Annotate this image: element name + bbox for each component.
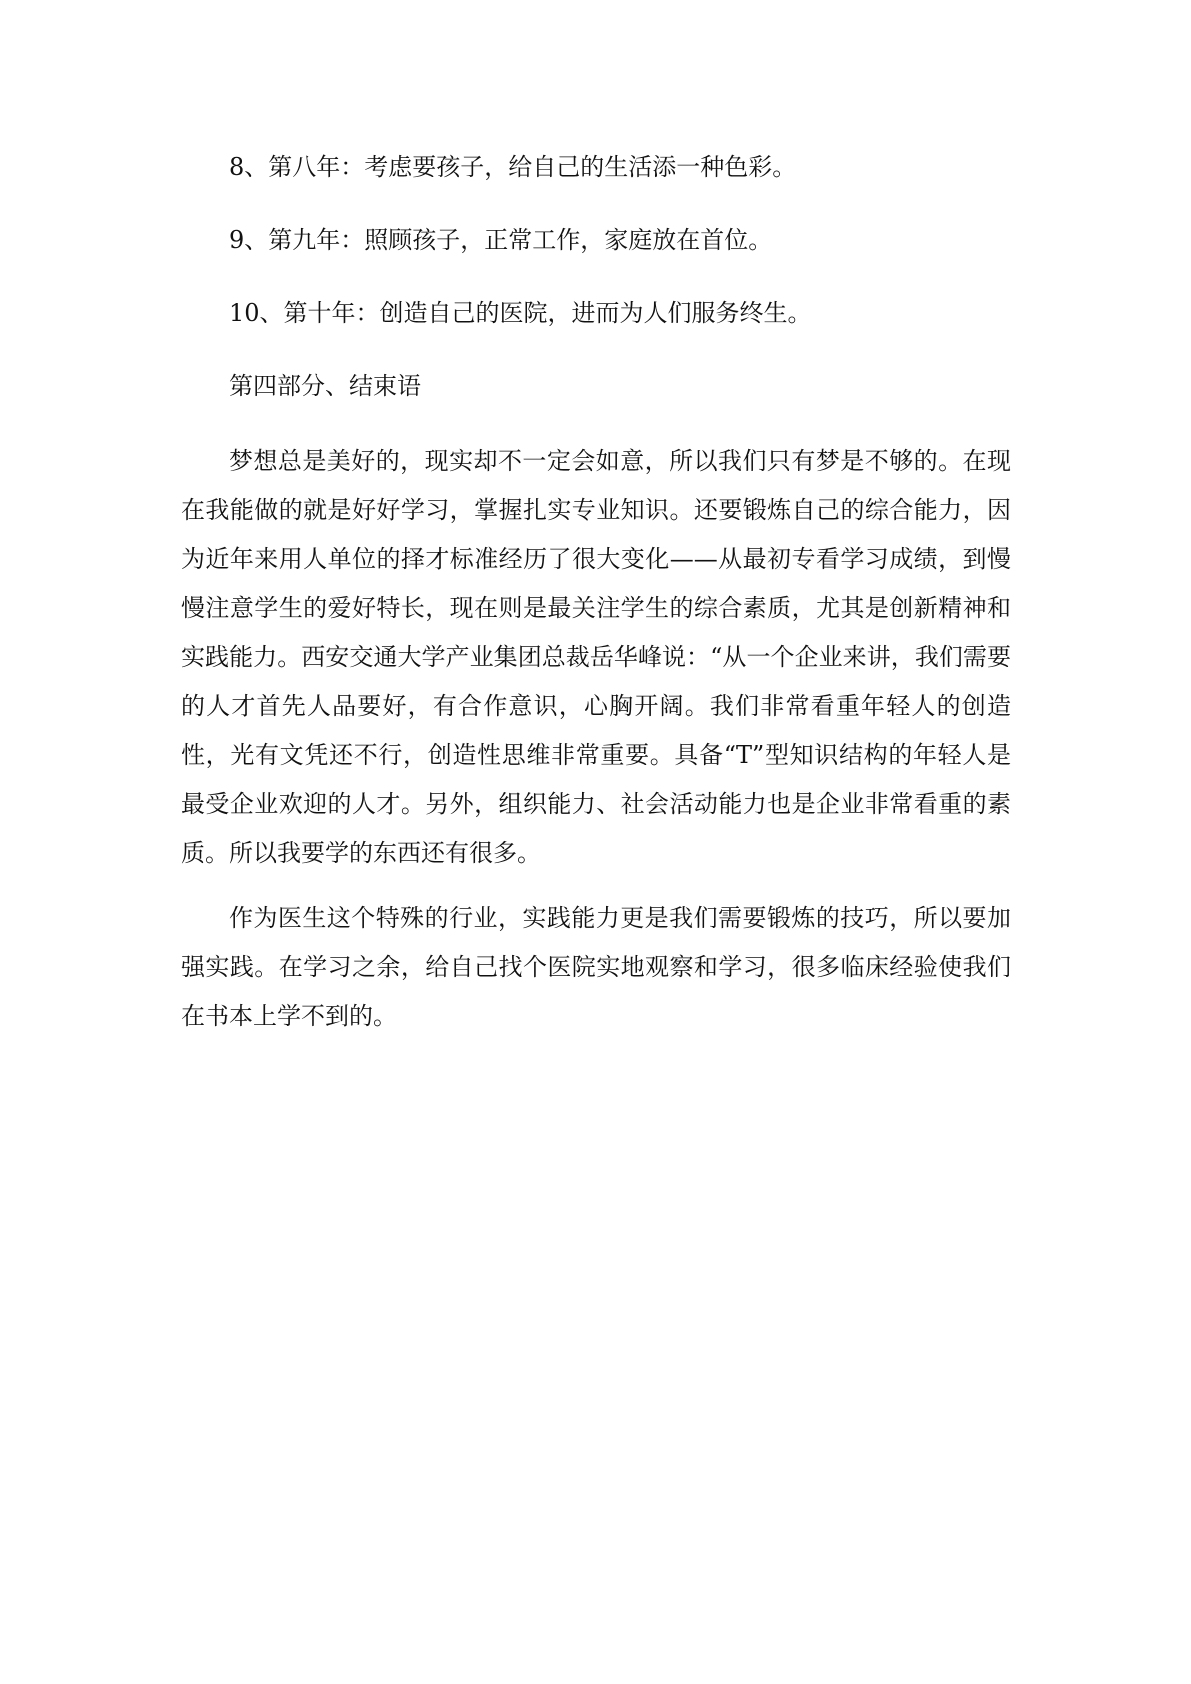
section-heading: 第四部分、结束语: [229, 372, 421, 400]
page-content: [181, 150, 1011, 1041]
plan-item-year-10: 10、第十年：创造自己的医院，进而为人们服务终生。: [229, 299, 812, 327]
body-paragraph: 作为医生这个特殊的行业，实践能力更是我们需要锻炼的技巧，所以要加强实践。在学习之余，给自己找个医院实地观察和学习，很多临床经验使我们在书本上学不到的。: [181, 904, 1011, 1030]
plan-item-year-8: 8、第八年：考虑要孩子，给自己的生活添一种色彩。: [229, 153, 797, 181]
body-paragraph: 梦想总是美好的，现实却不一定会如意，所以我们只有梦是不够的。在现在我能做的就是好好学习，掌握扎实专业知识。还要锻炼自己的综合能力，因为近年来用人单位的择才标准经历了很大变化——从最初专看学习成绩，到慢慢注意学生的爱好特长，现在则是最关注学生的综合素质，尤其是创新精神和实践能力。西安交通大学产业集团总裁岳华峰说：“从一个企业来讲，我们需要的人才首先人品要好，有合作意识，心胸开阔。我们非常看重年轻人的创造性，光有文凭还不行，创造性思维非常重要。具备“T”型知识结构的年轻人是最受企业欢迎的人才。另外，组织能力、社会活动能力也是企业非常看重的素质。所以我要学的东西还有很多。: [181, 447, 1011, 867]
plan-item-year-9: 9、第九年：照顾孩子，正常工作，家庭放在首位。: [229, 226, 773, 254]
